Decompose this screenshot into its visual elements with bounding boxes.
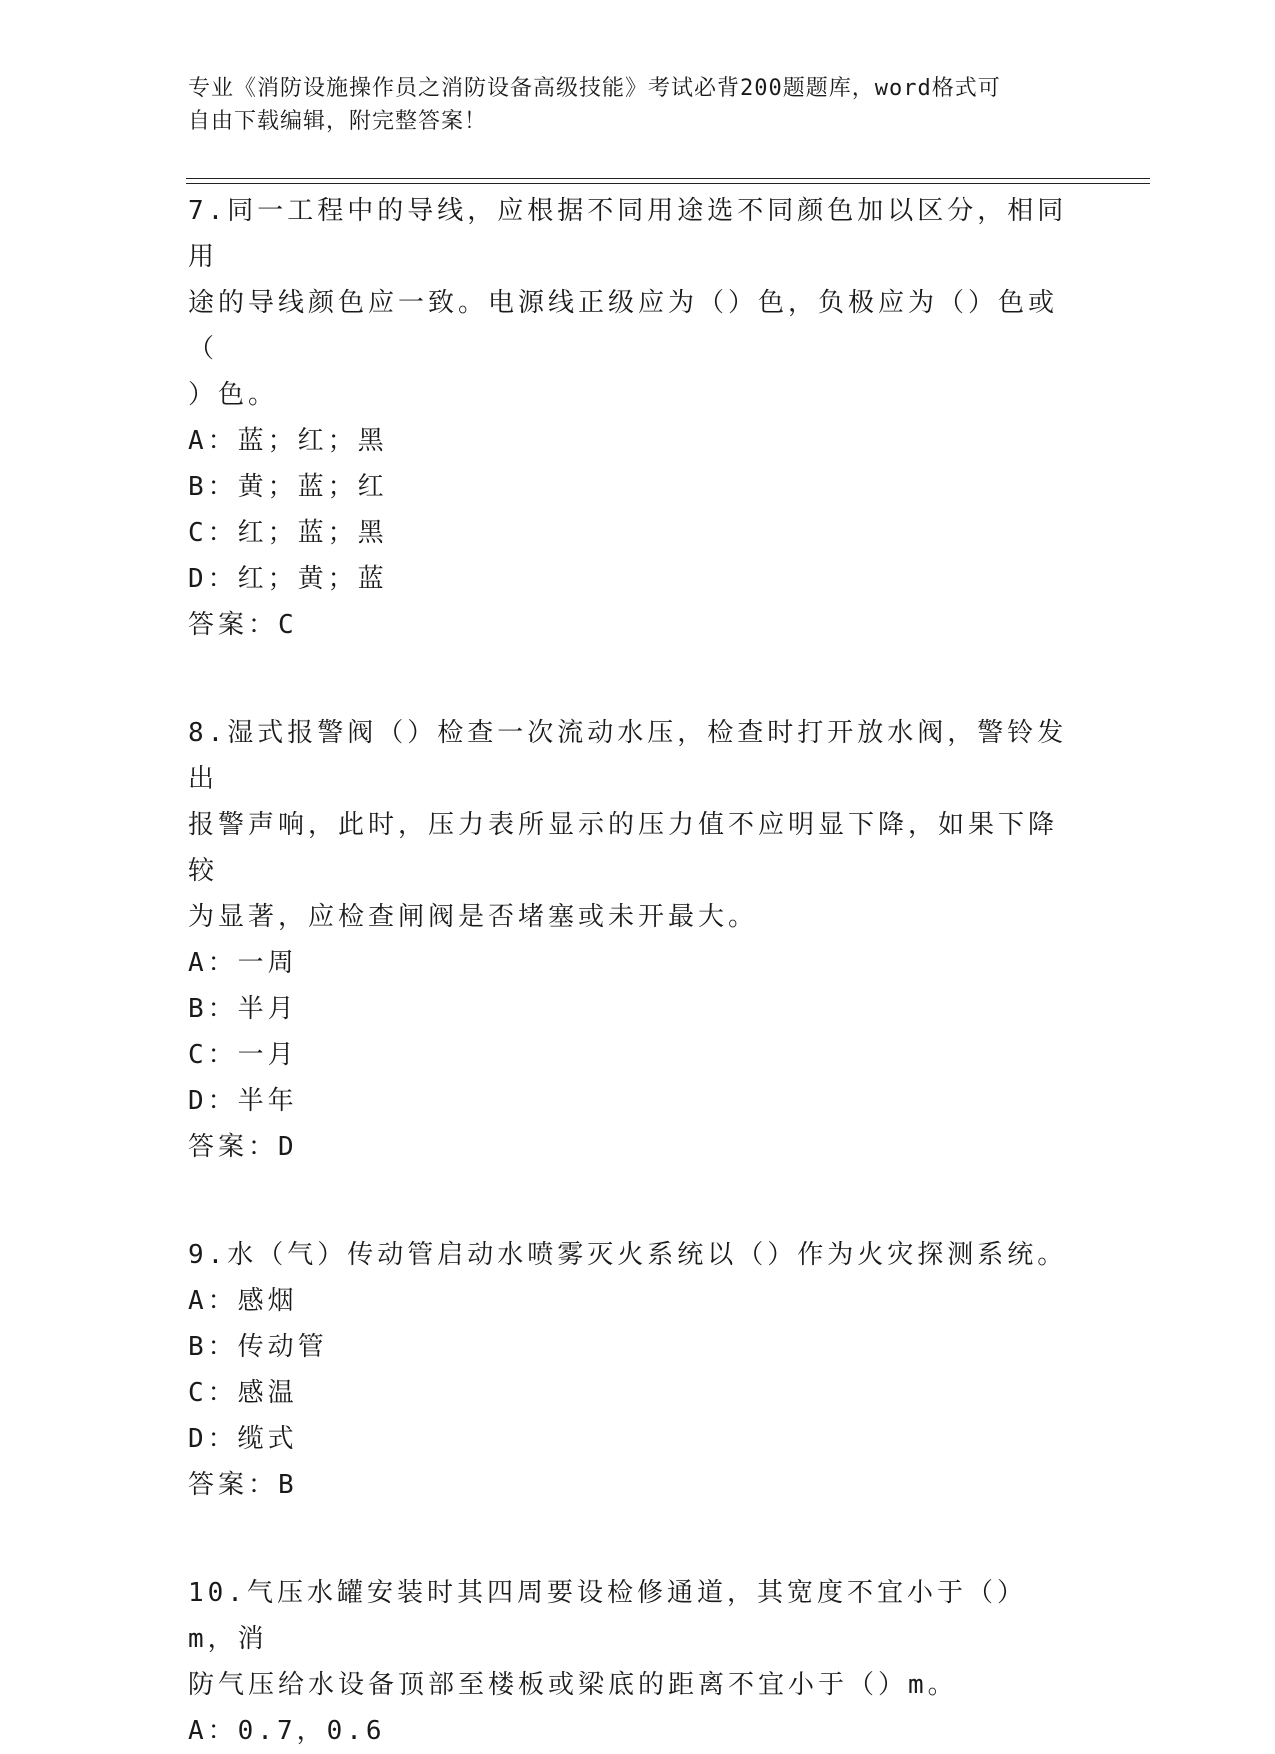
question-stem-line: 9.水（气）传动管启动水喷雾灭火系统以（）作为火灾探测系统。 bbox=[188, 1240, 1068, 1270]
question-stem-line: 10.气压水罐安装时其四周要设检修通道，其宽度不宜小于（）m，消 bbox=[188, 1578, 1027, 1654]
option-a: A：感烟 bbox=[188, 1286, 298, 1316]
question-9 bbox=[188, 1232, 1068, 1508]
question-stem-line: ）色。 bbox=[188, 380, 279, 410]
answer-line: 答案：B bbox=[188, 1470, 298, 1500]
question-stem-line: 为显著，应检查闸阀是否堵塞或未开最大。 bbox=[188, 902, 759, 932]
spacer bbox=[188, 648, 1068, 710]
option-a: A：蓝；红；黑 bbox=[188, 426, 388, 456]
spacer bbox=[188, 1508, 1068, 1570]
question-stem-line: 报警声响，此时，压力表所显示的压力值不应明显下降，如果下降较 bbox=[188, 810, 1059, 886]
question-10 bbox=[188, 1570, 1068, 1754]
document-header bbox=[188, 72, 1068, 138]
option-d: D：红；黄；蓝 bbox=[188, 564, 388, 594]
question-stem-line: 防气压给水设备顶部至楼板或梁底的距离不宜小于（）m。 bbox=[188, 1670, 958, 1700]
question-stem-line: 8.湿式报警阀（）检查一次流动水压，检查时打开放水阀，警铃发出 bbox=[188, 718, 1068, 794]
header-line-2: 自由下载编辑，附完整答案！ bbox=[188, 109, 488, 134]
question-7 bbox=[188, 188, 1068, 648]
header-rule-top bbox=[186, 178, 1150, 179]
option-c: C：红；蓝；黑 bbox=[188, 518, 388, 548]
option-c: C：感温 bbox=[188, 1378, 298, 1408]
option-a: A：0.7，0.6 bbox=[188, 1716, 386, 1746]
option-b: B：黄；蓝；红 bbox=[188, 472, 388, 502]
question-stem-line: 途的导线颜色应一致。电源线正级应为（）色，负极应为（）色或（ bbox=[188, 288, 1059, 364]
header-line-1: 专业《消防设施操作员之消防设备高级技能》考试必背200题题库，word格式可 bbox=[188, 76, 1001, 101]
option-d: D：缆式 bbox=[188, 1424, 298, 1454]
header-rule-bottom bbox=[186, 183, 1150, 184]
answer-line: 答案：D bbox=[188, 1132, 298, 1162]
spacer bbox=[188, 1170, 1068, 1232]
option-c: C：一月 bbox=[188, 1040, 298, 1070]
question-list bbox=[188, 188, 1068, 1754]
question-stem-line: 7.同一工程中的导线，应根据不同用途选不同颜色加以区分，相同用 bbox=[188, 196, 1068, 272]
option-b: B：传动管 bbox=[188, 1332, 328, 1362]
question-8 bbox=[188, 710, 1068, 1170]
option-d: D：半年 bbox=[188, 1086, 298, 1116]
option-a: A：一周 bbox=[188, 948, 298, 978]
option-b: B：半月 bbox=[188, 994, 298, 1024]
answer-line: 答案：C bbox=[188, 610, 298, 640]
